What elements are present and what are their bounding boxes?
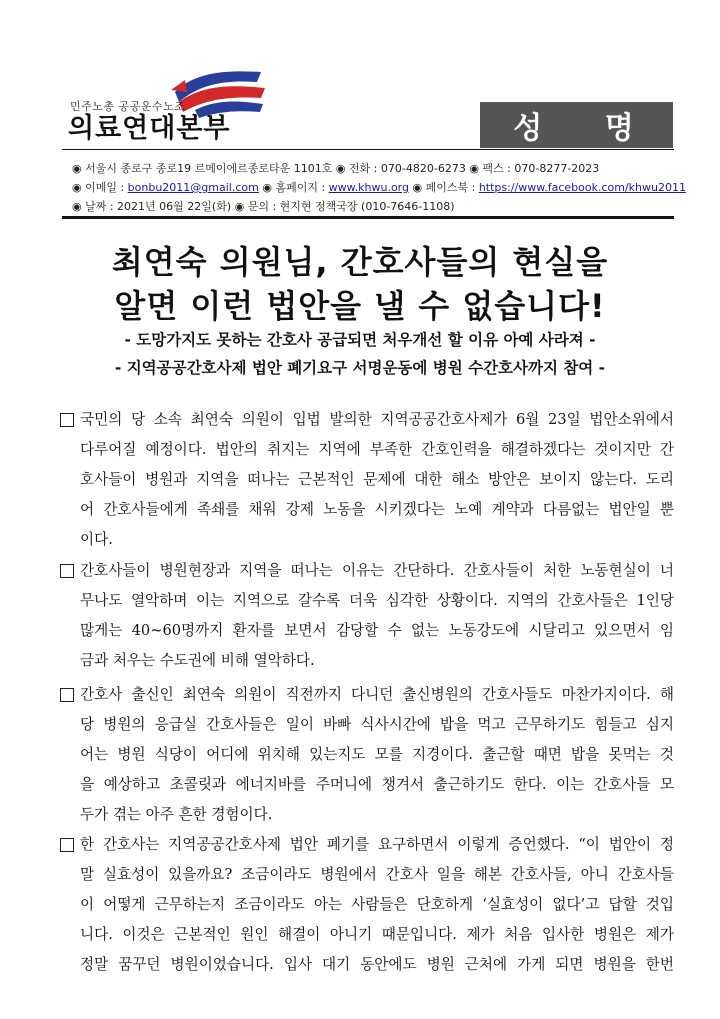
paragraph-line: 니다. 이것은 근본적인 원인 해결이 아니기 때문입니다. 제가 처음 입사한 병원은 제가 [80, 926, 674, 943]
contact-person-text: ◉ 문의 : 현지현 정책국장 (010-7646-1108) [234, 200, 455, 213]
paragraph-line: 간호사들이 병원현장과 지역을 떠나는 이유는 간단하다. 간호사들이 처한 노동현실이 너 [80, 562, 674, 579]
contact-row-2 [72, 179, 686, 195]
headline-line-2: 알면 이런 법안을 낼 수 없습니다! [114, 287, 606, 325]
paragraph-line: 국민의 당 소속 최연숙 의원이 입법 발의한 지역공공간호사제가 6월 23일 법안소위에서 [80, 411, 674, 428]
paragraph-line: 다루어질 예정이다. 법안의 취지는 지역에 부족한 간호인력을 해결하겠다는 것이지만 간 [80, 441, 674, 458]
paragraph-line: 당 병원의 응급실 간호사들은 일이 바빠 식사시간에 밥을 먹고 근무하기도 힘들고 심지 [80, 716, 674, 733]
checkbox-bullet-icon [60, 838, 74, 852]
header-divider-top [62, 149, 674, 150]
homepage-label: ◉ 홈페이지 : [262, 181, 329, 194]
paragraph-line: 어 간호사들에게 족쇄를 채워 강제 노동을 시키겠다는 노예 계약과 다름없는 법안일 뿐 [80, 501, 674, 518]
paragraph-2 [60, 556, 674, 676]
facebook-label: ◉ 페이스북 : [412, 181, 479, 194]
email-link[interactable]: bonbu2011@gmail.com [127, 181, 259, 194]
org-subtitle: 민주노총 공공운수노조 [70, 100, 186, 113]
paragraph-line: 말 실효성이 있을까요? 조금이라도 병원에서 간호사 일을 해본 간호사들, 아니 간호사들 [80, 866, 674, 883]
paragraph-line: 정말 꿈꾸던 병원이었습니다. 입사 대기 동안에도 병원 근처에 가게 되면 병원을 한번 [80, 956, 674, 973]
contact-row-1 [72, 160, 599, 176]
paragraph-4 [60, 830, 674, 980]
paragraph-line: 두가 겪는 아주 흔한 경험이다. [80, 806, 273, 823]
headline-line-1: 최연숙 의원님, 간호사들의 현실을 [111, 243, 609, 281]
contact-row-3 [72, 198, 455, 214]
paragraph-line: 많게는 40~60명까지 환자를 보면서 감당할 수 없는 노동강도에 시달리고 있으면서 임 [80, 622, 674, 639]
phone-text: ◉ 전화 : 070-4820-6273 [335, 162, 466, 175]
email-label: ◉ 이메일 : [72, 181, 128, 194]
subheadline-line-1: - 도망가지도 못하는 간호사 공급되면 처우개선 할 이유 아예 사라져 - [124, 331, 596, 349]
date-text: ◉ 날짜 : 2021년 06월 22일(화) [72, 200, 232, 213]
paragraph-3 [60, 680, 674, 830]
header-divider-bottom [62, 216, 674, 219]
doc-type-banner: 성 명 [480, 102, 673, 148]
address-text: ◉ 서울시 종로구 종로19 르메이에르종로타운 1101호 [72, 162, 333, 175]
checkbox-bullet-icon [60, 688, 74, 702]
paragraph-line: 어는 병원 식당이 어디에 위치해 있는지도 모를 지경이다. 출근할 때면 밥을 못먹는 것 [80, 746, 674, 763]
paragraph-line: 호사들이 병원과 지역을 떠나는 근본적인 문제에 대한 해소 방안은 보이지 않는다. 도리 [80, 471, 674, 488]
paragraph-line: 간호사 출신인 최연숙 의원이 직전까지 다니던 출신병원의 간호사들도 마찬가지이다. 해 [80, 686, 674, 703]
paragraph-1 [60, 405, 674, 555]
facebook-link[interactable]: https://www.facebook.com/khwu2011 [478, 181, 686, 194]
paragraph-line: 한 간호사는 지역공공간호사제 법안 폐기를 요구하면서 이렇게 증언했다. “이 법안이 정 [80, 836, 674, 853]
paragraph-line: 이다. [80, 531, 113, 548]
checkbox-bullet-icon [60, 564, 74, 578]
paragraph-line: 이 어떻게 근무하는지 조금이라도 아는 사람들은 단호하게 ‘실효성이 없다’고 답할 것입 [80, 896, 674, 913]
paragraph-line: 무나도 열악하며 이는 지역으로 갈수록 더욱 심각한 상황이다. 지역의 간호사들은 1인당 [80, 592, 674, 609]
checkbox-bullet-icon [60, 413, 74, 427]
org-name: 의료연대본부 [68, 113, 231, 144]
fax-text: ◉ 팩스 : 070-8277-2023 [469, 162, 600, 175]
homepage-link[interactable]: www.khwu.org [328, 181, 409, 194]
paragraph-line: 을 예상하고 초콜릿과 에너지바를 주머니에 챙겨서 출근하기도 한다. 이는 간호사들 모 [80, 776, 674, 793]
subheadline-line-2: - 지역공공간호사제 법안 폐기요구 서명운동에 병원 수간호사까지 참여 - [114, 359, 606, 377]
paragraph-line: 금과 처우는 수도권에 비해 열악하다. [80, 652, 315, 669]
